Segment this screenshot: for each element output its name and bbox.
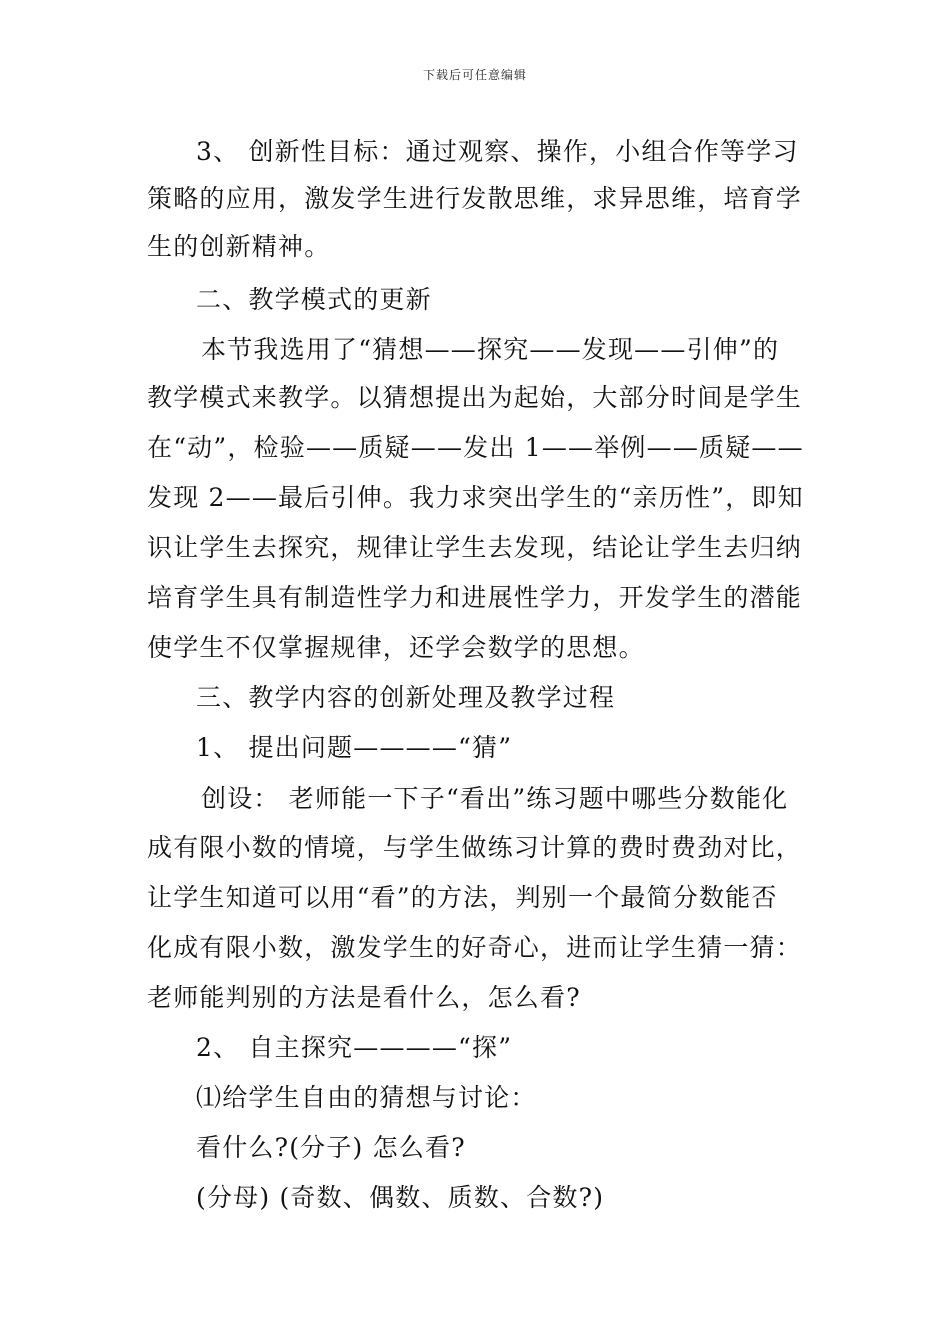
- paragraph-line: 识让学生去探究，规律让学生去发现，结论让学生去归纳: [147, 533, 803, 562]
- paragraph-line: 策略的应用，激发学生进行发散思维，求异思维，培育学: [147, 184, 803, 213]
- paragraph-line: 使学生不仅掌握规律，还学会数学的思想。: [147, 633, 645, 662]
- paragraph-line: 让学生知道可以用“看”的方法，判别一个最简分数能否: [147, 883, 778, 912]
- paragraph-line: 成有限小数的情境，与学生做练习计算的费时费劲对比，: [147, 833, 803, 862]
- paragraph-line: 本节我选用了“猜想——探究——发现——引伸”的: [201, 335, 780, 364]
- paragraph-line: 3、 创新性目标：通过观察、操作，小组合作等学习: [196, 137, 799, 166]
- paragraph-line: 创设： 老师能一下子“看出”练习题中哪些分数能化: [201, 784, 789, 813]
- section-heading: 二、教学模式的更新: [196, 285, 432, 314]
- section-heading: 三、教学内容的创新处理及教学过程: [196, 683, 616, 712]
- paragraph-line: 生的创新精神。: [147, 232, 331, 261]
- page-header: 下载后可任意编辑: [422, 68, 527, 82]
- paragraph-line: 老师能判别的方法是看什么，怎么看?: [147, 983, 581, 1012]
- paragraph-line: 发现 2——最后引伸。我力求突出学生的“亲历性”，即知: [147, 483, 804, 512]
- paragraph-line: 在“动”，检验——质疑——发出 1——举例——质疑——: [147, 433, 804, 462]
- paragraph-line: 化成有限小数，激发学生的好奇心，进而让学生猜一猜：: [147, 933, 803, 962]
- subsection-heading: 2、 自主探究————“探”: [196, 1033, 513, 1062]
- paragraph-line: ⑴给学生自由的猜想与讨论：: [196, 1083, 537, 1112]
- paragraph-line: (分母) (奇数、偶数、质数、合数?): [196, 1183, 605, 1212]
- paragraph-line: 教学模式来教学。以猜想提出为起始，大部分时间是学生: [147, 383, 803, 412]
- paragraph-line: 看什么?(分子) 怎么看?: [196, 1133, 466, 1162]
- subsection-heading: 1、 提出问题————“猜”: [196, 733, 513, 762]
- paragraph-line: 培育学生具有制造性学力和进展性学力，开发学生的潜能: [147, 583, 803, 612]
